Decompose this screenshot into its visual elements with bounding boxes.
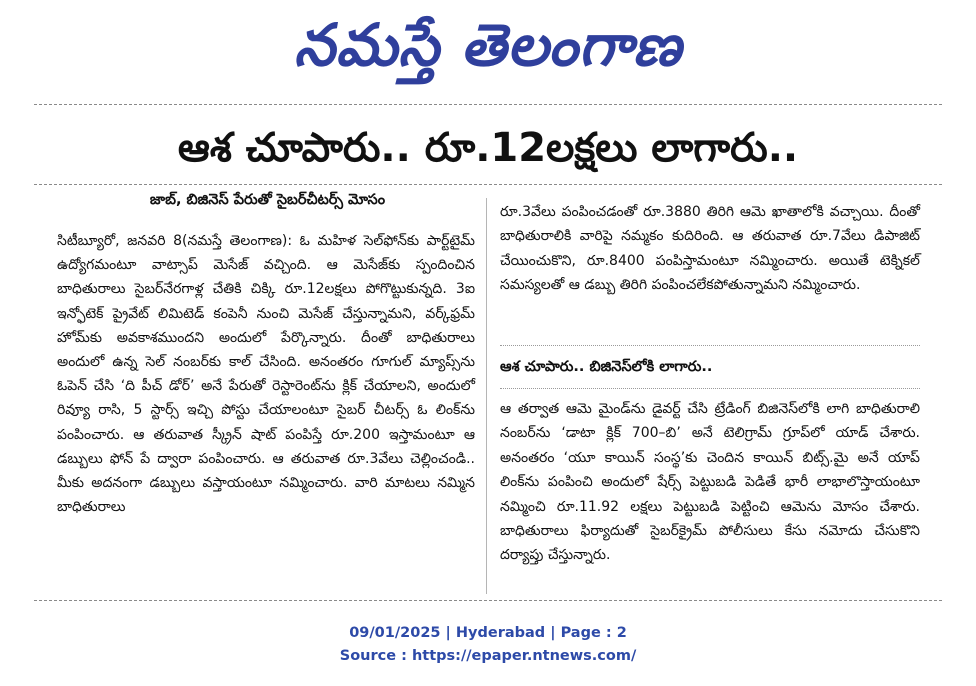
side-heading: ఆశ చూపారు.. బిజినెస్‌లోకి లాగారు.. xyxy=(500,359,713,375)
column-divider xyxy=(486,198,487,594)
side-heading-rule-bottom xyxy=(500,388,920,389)
footer-source: Source : https://epaper.ntnews.com/ xyxy=(339,648,637,664)
article-left-column: సిటీబ్యూరో, జనవరి 8(నమస్తే తెలంగాణ): ఓ మహిళ సెల్‌ఫోన్‌కు పార్ట్‌టైమ్ ఉద్యోగమంటూ వాట్సాప్ మెసేజ్ వచ్చింది. ఆ మెసేజ్‌కు స్పందించిన బాధితురాలు సైబర్‌నేరగాళ్ల చేతికి చిక్కి రూ.12లక్షలు పోగొట్టుకున్నది. 3ఐ ఇన్ఫోటెక్ ప్రైవేట్ లిమిటెడ్ కంపెనీ నుంచి మెసేజ్ చేస్తున్నామని, వర్క్‌ఫ్రమ్ హోమ్‌కు అవకాశముందని అందులో పేర్కొన్నారు. దీంతో బాధితురాలు అందులో ఉన్న సెల్ నంబర్‌కు కాల్ చేసింది. అనంతరం గూగుల్ మ్యాప్స్‌ను ఓపెన్ చేసి ‘ది పీచ్ డోర్’ అనే పేరుతో రెస్టారెంట్‌ను క్లిక్ చేయాలని, అందులో రివ్యూ రాసి, 5 స్టార్స్ ఇచ్చి పోస్టు చేయాలంటూ సైబర్ చీటర్స్ ఓ లింక్‌ను పంపించారు. ఆ తరువాత స్క్రీన్ షాట్ పంపిస్తే రూ.200 ఇస్తామంటూ ఆ డబ్బులు ఫోన్ పే ద్వారా పంపించారు. ఆ తరువాత రూ.3వేలు చెల్లించండి.. మీకు అదనంగా డబ్బులు వస్తాయంటూ నమ్మించారు. వారి మాటలు నమ్మిన బాధితురాలు xyxy=(57,233,475,516)
side-heading-rule-top xyxy=(500,345,920,346)
article-right-column-1: రూ.3వేలు పంపించడంతో రూ.3880 తిరిగి ఆమె ఖాతాలోకి వచ్చాయి. దీంతో బాధితురాలికి వారిపై నమ్మకం కుదిరింది. ఆ తరువాత రూ.7వేలు డిపాజిట్ చేయించుకొని, రూ.8400 పంపిస్తామంటూ నమ్మించారు. అయితే టెక్నికల్ సమస్యలతో ఆ డబ్బు తిరిగి పంపించలేకపోతున్నామని నమ్మించారు. xyxy=(500,204,920,294)
subheadline: జాబ్, బిజినెస్ పేరుతో సైబర్‌చీటర్స్ మోసం xyxy=(149,192,386,208)
headline-divider xyxy=(34,184,942,185)
headline: ఆశ చూపారు.. రూ.12లక్షలు లాగారు.. xyxy=(177,125,799,171)
top-divider xyxy=(34,104,942,105)
article-right-column-2: ఆ తర్వాత ఆమె మైండ్‌ను డైవర్ట్ చేసి ట్రేడింగ్ బిజినెస్‌లోకి లాగి బాధితురాలి నంబర్‌ను ‘డాటా క్లిక్ 700–బి’ అనే టెలిగ్రామ్ గ్రూప్‌లో యాడ్ చేశారు. అనంతరం ‘యూ కాయిన్ సంస్థ’కు చెందిన కాయిన్ బిట్స్.మై అనే యాప్ లింక్‌ను పంపించి అందులో షేర్స్ పెట్టుబడి పెడితే భారీ లాభాలొస్తాయంటూ నమ్మించి రూ.11.92 లక్షలు పెట్టుబడి పెట్టించి ఆమెను మోసం చేశారు. బాధితురాలు ఫిర్యాదుతో సైబర్‌క్రైమ్ పోలీసులు కేసు నమోదు చేసుకొని దర్యాప్తు చేస్తున్నారు. xyxy=(500,401,920,564)
masthead-logo: నమస్తే తెలంగాణ xyxy=(294,11,682,79)
bottom-divider xyxy=(34,600,942,601)
footer-dateline: 09/01/2025 | Hyderabad | Page : 2 xyxy=(349,625,627,641)
